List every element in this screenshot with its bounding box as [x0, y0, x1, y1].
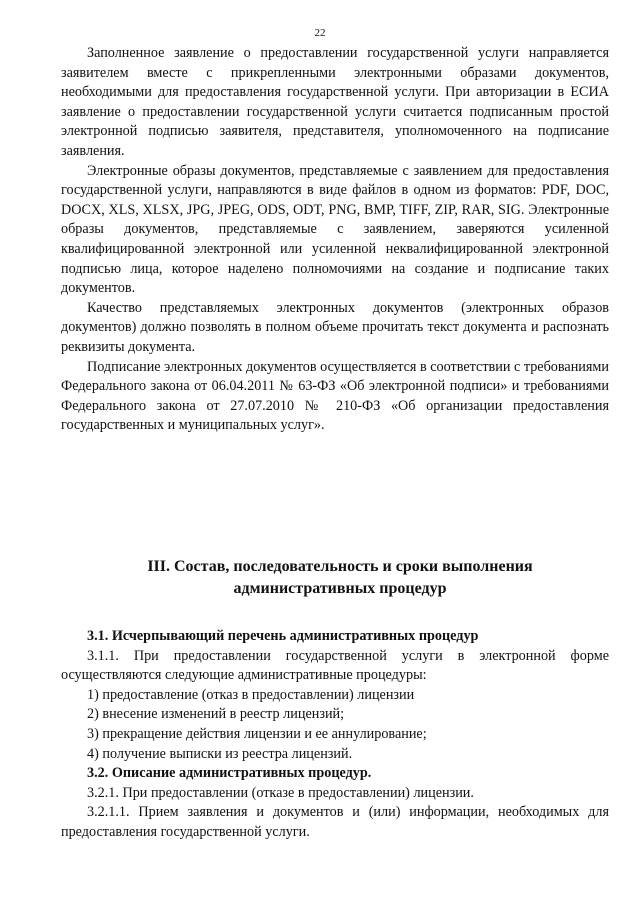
section-heading-line-1: III. Состав, последовательность и сроки выполнения	[147, 558, 533, 575]
list-item: 3) прекращение действия лицензии и ее аннулирование;	[87, 725, 427, 742]
page-number: 22	[314, 27, 326, 39]
paragraph-signing: Подписание электронных документов осуществляется в соответствии с требованиями Федерального закона от 06.04.2011 № 63-ФЗ «Об электронной подписи» и требованиями Федерального закона от 27.07.2010 № 210-ФЗ «Об организации предоставления государственных и муниципальных услуг».	[61, 358, 609, 434]
subsection-3-1-title: 3.1. Исчерпывающий перечень административных процедур	[87, 628, 479, 644]
subsection-3-2-title: 3.2. Описание административных процедур.	[87, 765, 372, 782]
top-text-block	[61, 44, 609, 436]
paragraph-3-2-1-1: 3.2.1.1. Прием заявления и документов и (или) информации, необходимых для предоставления государственной услуги.	[61, 804, 609, 840]
section-heading-line-2: административных процедур	[233, 580, 447, 597]
paragraph-3-2-1: 3.2.1. При предоставлении (отказе в предоставлении) лицензии.	[87, 784, 474, 801]
list-item: 1) предоставление (отказ в предоставлении) лицензии	[87, 686, 415, 703]
paragraph-file-formats: Электронные образы документов, представляемые с заявлением для предоставления государственной услуги, направляются в виде файлов в одном из форматов: PDF, DOC, DOCX, XLS, XLSX, JPG, JPEG, ODS, ODT, PNG, BMP, TIFF, ZIP, RAR, SIG. Электронные образы документов, представляемые с заявлением, заверяются усиленной квалифицированной электронной или усиленной неквалифицированной электронной подписью лица, которое наделено полномочиями на создание и подписание таких документов.	[61, 162, 609, 297]
paragraph-quality: Качество представляемых электронных документов (электронных образов документов) должно позволять в полном объеме прочитать текст документа и распознать реквизиты документа.	[61, 299, 609, 355]
section-heading	[120, 556, 560, 600]
list-item: 2) внесение изменений в реестр лицензий;	[87, 706, 345, 723]
procedures-text-block	[61, 627, 609, 843]
paragraph-3-1-1: 3.1.1. При предоставлении государственной услуги в электронной форме осуществляются следующие административные процедуры:	[61, 647, 609, 684]
list-item: 4) получение выписки из реестра лицензий.	[87, 745, 353, 762]
paragraph-submission: Заполненное заявление о предоставлении государственной услуги направляется заявителем вместе с прикрепленными электронными образами документов, необходимыми для предоставления государственной услуги. При авторизации в ЕСИА заявление о предоставлении государственной услуги считается подписанным простой электронной подписью заявителя, представителя, уполномоченного на подписание заявления.	[61, 45, 609, 159]
